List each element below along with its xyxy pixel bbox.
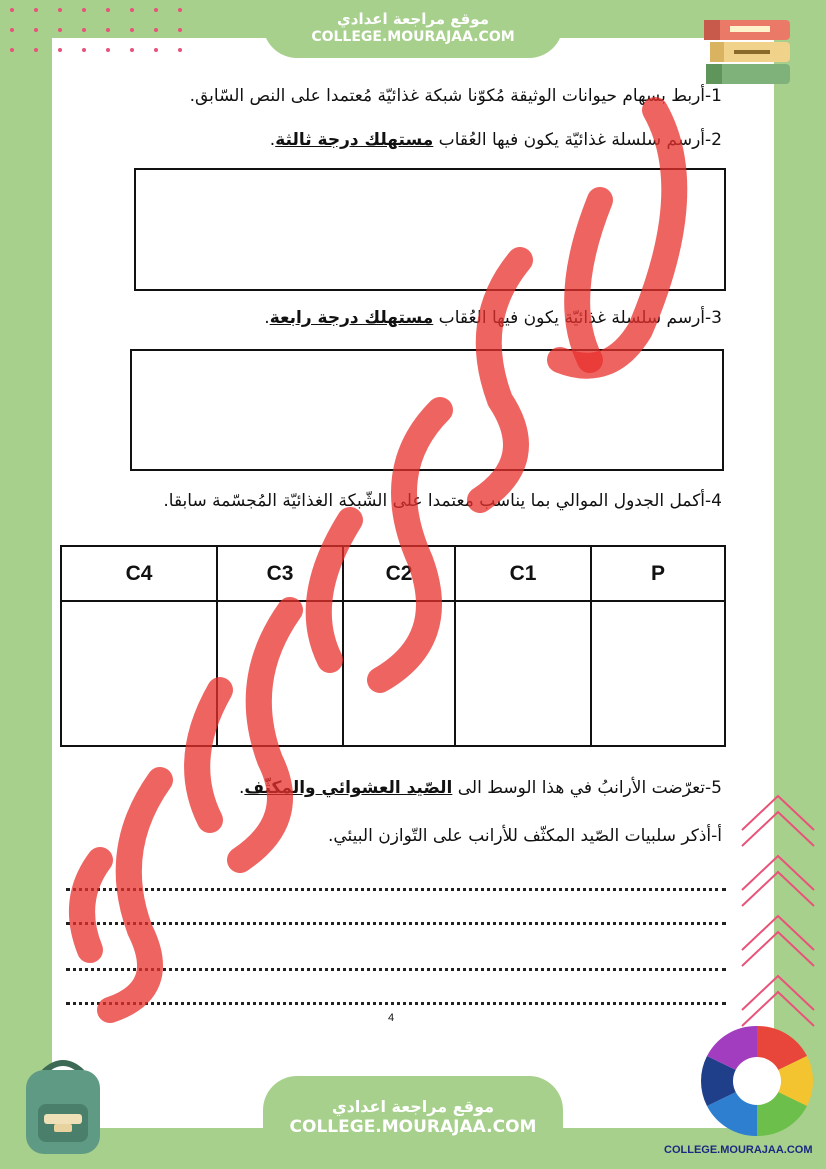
table-header-p: P bbox=[591, 546, 725, 601]
question-5a: أ-أذكر سلبيات الصّيد المكثّف للأرانب على التّوازن البيئي. bbox=[327, 826, 722, 846]
footer-banner bbox=[263, 1076, 563, 1169]
books-icon bbox=[700, 10, 800, 92]
table-header-c4: C4 bbox=[61, 546, 217, 601]
question-1: 1-أربط بسهام حيوانات الوثيقة مُكوّنا شبكة غذائيّة مُعتمدا على النص السّابق. bbox=[189, 86, 722, 106]
table-cell[interactable] bbox=[455, 601, 591, 746]
question-5-text: 5-تعرّضت الأرانبُ في هذا الوسط الى bbox=[452, 778, 722, 798]
answer-line[interactable] bbox=[66, 882, 726, 891]
table-cell[interactable] bbox=[343, 601, 455, 746]
table-answer-row bbox=[61, 601, 725, 746]
question-5: 5-تعرّضت الأرانبُ في هذا الوسط الى الصّيد العشوائي والمكثّف. bbox=[238, 778, 722, 798]
table-cell[interactable] bbox=[591, 601, 725, 746]
answer-box-q3[interactable] bbox=[130, 349, 724, 471]
page-number: 4 bbox=[388, 1012, 395, 1024]
table-header-row bbox=[61, 546, 725, 601]
question-3-text: 3-أرسم سلسلة غذائيّة يكون فيها العُقاب bbox=[433, 308, 722, 328]
footer-site-name: موقع مراجعة اعدادي bbox=[331, 1097, 495, 1116]
consumer-level-table bbox=[60, 545, 726, 747]
question-3-emphasis: مستهلك درجة رابعة bbox=[269, 308, 434, 328]
backpack-icon bbox=[14, 1052, 112, 1158]
header-site-name: موقع مراجعة اعدادي bbox=[337, 10, 489, 28]
table-header-c2: C2 bbox=[343, 546, 455, 601]
table-header-c1: C1 bbox=[455, 546, 591, 601]
question-3: 3-أرسم سلسلة غذائيّة يكون فيها العُقاب مستهلك درجة رابعة. bbox=[264, 308, 722, 328]
answer-line[interactable] bbox=[66, 962, 726, 971]
brand-url[interactable]: COLLEGE.MOURAJAA.COM bbox=[664, 1144, 813, 1156]
answer-line[interactable] bbox=[66, 996, 726, 1005]
question-2-emphasis: مستهلك درجة ثالثة bbox=[275, 130, 434, 150]
footer-site-url[interactable]: COLLEGE.MOURAJAA.COM bbox=[289, 1117, 537, 1137]
question-2: 2-أرسم سلسلة غذائيّة يكون فيها العُقاب مستهلك درجة ثالثة. bbox=[269, 130, 722, 150]
question-4: 4-أكمل الجدول الموالي بما يناسب معتمدا على الشّبكة الغذائيّة المُجسّمة سابقا. bbox=[163, 491, 722, 511]
table-cell[interactable] bbox=[217, 601, 343, 746]
question-2-text: 2-أرسم سلسلة غذائيّة يكون فيها العُقاب bbox=[433, 130, 722, 150]
answer-box-q2[interactable] bbox=[134, 168, 726, 291]
question-5-emphasis: الصّيد العشوائي والمكثّف bbox=[244, 778, 453, 798]
table-cell[interactable] bbox=[61, 601, 217, 746]
chevron-up-decoration-icon bbox=[736, 790, 820, 1030]
header-banner bbox=[263, 0, 563, 58]
school-wheel-logo-icon bbox=[694, 1022, 820, 1140]
table-header-c3: C3 bbox=[217, 546, 343, 601]
header-site-url[interactable]: COLLEGE.MOURAJAA.COM bbox=[311, 29, 515, 45]
answer-line[interactable] bbox=[66, 916, 726, 925]
decorative-dots bbox=[0, 0, 210, 60]
